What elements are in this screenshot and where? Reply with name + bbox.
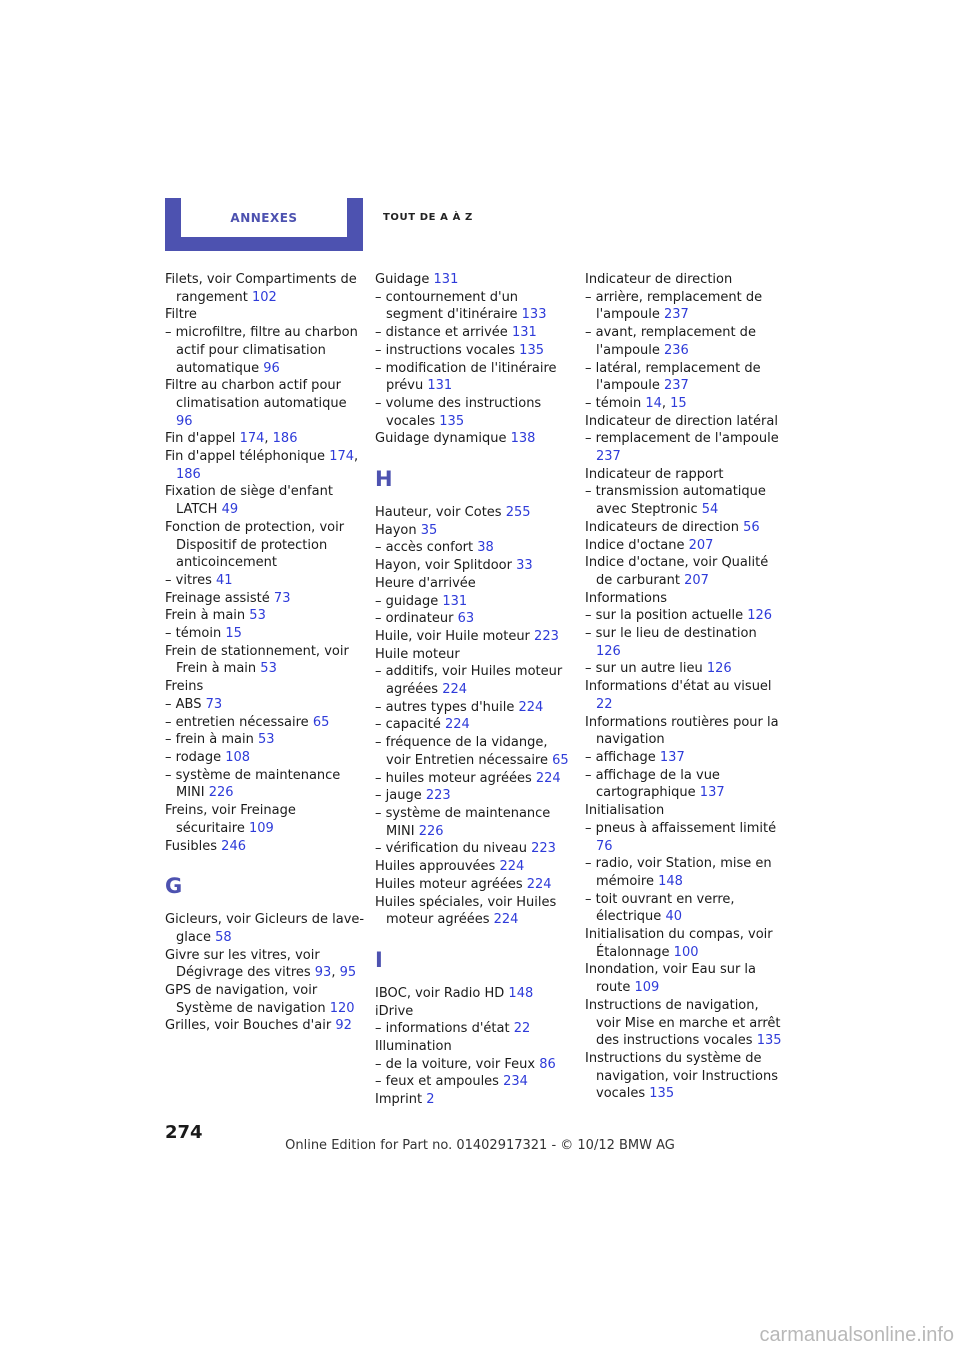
- index-entry-text: Filtre: [165, 307, 197, 323]
- index-entry: [375, 593, 575, 611]
- index-entry-text: – accès confort: [375, 540, 478, 556]
- index-entry-text: Fixation de siège d'enfant LATCH: [165, 484, 333, 518]
- index-entry: [585, 961, 785, 996]
- page-reference-link[interactable]: 76: [596, 838, 613, 854]
- index-entry-text: Initialisation du compas, voir Étalonnage: [585, 927, 773, 960]
- page-reference-link[interactable]: 49: [221, 502, 239, 518]
- index-entry-text: Frein de stationnement, voir Frein à main: [165, 643, 349, 677]
- index-entry-text: – feux et ampoules: [375, 1074, 504, 1090]
- index-entry-text: Huiles moteur agréées: [375, 876, 527, 892]
- index-entry-text: Filtre au charbon actif pour climatisation automatique: [165, 378, 347, 411]
- index-entry: [375, 504, 575, 522]
- index-entry-text: Indicateur de direction latéral: [585, 413, 778, 429]
- index-entry-text: – sur la position actuelle: [585, 608, 748, 624]
- page-reference-link[interactable]: 135: [756, 1033, 782, 1049]
- index-entry-text: Guidage dynamique: [375, 431, 511, 447]
- page-number: 274: [165, 1122, 203, 1143]
- index-entry: [375, 716, 575, 734]
- index-entry-text: Hayon, voir Splitdoor: [375, 558, 517, 574]
- index-entry: [165, 838, 365, 856]
- page-reference-link[interactable]: 135: [439, 413, 465, 429]
- index-entry-text: – pneus à affaissement limité: [585, 820, 777, 836]
- index-entry: [585, 360, 785, 395]
- index-entry-text: Guidage: [375, 272, 434, 287]
- page-reference-link[interactable]: 35: [420, 522, 438, 538]
- index-entry-text: Informations: [585, 590, 668, 606]
- index-entry: [375, 1003, 575, 1021]
- page-reference-link[interactable]: 93: [314, 965, 332, 981]
- index-entry: [375, 324, 575, 342]
- index-entry-text: Huiles spéciales, voir Huiles moteur agréées: [375, 894, 557, 928]
- index-entry-text: – frein à main: [165, 732, 258, 748]
- index-entry: [375, 1073, 575, 1091]
- page-reference-link[interactable]: 135: [649, 1086, 675, 1102]
- page-reference-link[interactable]: 53: [260, 661, 277, 677]
- page-reference-link[interactable]: 224: [535, 770, 561, 786]
- index-entry-text: – microfiltre, filtre au charbon actif pour climatisation automatique: [165, 325, 358, 376]
- index-entry-text: Freinage assisté: [165, 590, 274, 606]
- index-entry-text: Indicateurs de direction: [585, 519, 744, 535]
- index-entry: [585, 891, 785, 926]
- index-entry: [375, 360, 575, 395]
- index-entry: [375, 985, 575, 1003]
- page-reference-link[interactable]: 22: [513, 1021, 531, 1037]
- footer-edition: Online Edition for Part no. 01402917321 - © 10/12 BMW AG: [285, 1138, 675, 1153]
- page-reference-link[interactable]: 15: [225, 626, 242, 642]
- page-reference-link[interactable]: 109: [248, 820, 274, 836]
- page-reference-link[interactable]: 186: [272, 431, 298, 447]
- index-entry: Givre sur les vitres, voir Dégivrage des vitres 93, 95: [165, 947, 357, 981]
- index-entry: [585, 483, 785, 518]
- index-entry-text: Illumination: [375, 1039, 452, 1055]
- index-entry-text: Indicateur de rapport: [585, 466, 724, 482]
- page-reference-link[interactable]: 186: [176, 466, 201, 482]
- index-entry-text: Freins, voir Freinage sécuritaire: [165, 803, 296, 836]
- page-reference-link[interactable]: 100: [673, 944, 699, 960]
- index-entry: [165, 802, 365, 837]
- chapter-tab-label: ANNEXES: [230, 210, 298, 225]
- index-entry: [375, 342, 575, 360]
- index-entry: [375, 876, 575, 894]
- index-entry-text: – toit ouvrant en verre, électrique: [585, 891, 735, 925]
- page-reference-link[interactable]: 131: [442, 593, 468, 609]
- index-entry-text: – distance et arrivée: [375, 325, 512, 341]
- page-reference-link[interactable]: 224: [444, 717, 470, 733]
- index-entry: [375, 430, 575, 448]
- index-entry: [375, 1038, 575, 1056]
- index-entry: [585, 289, 785, 324]
- index-entry-text: Frein à main: [165, 608, 250, 624]
- index-entry: [585, 749, 785, 767]
- index-entry: [375, 1056, 575, 1074]
- index-entry: [585, 678, 785, 713]
- index-entry-text: Givre sur les vitres, voir Dégivrage des vitres: [165, 947, 320, 981]
- watermark: carmanualsonline.info: [759, 1324, 954, 1346]
- index-entry-text: Indicateur de direction: [585, 272, 733, 287]
- page-reference-link[interactable]: 38: [477, 540, 494, 556]
- index-entry: [165, 271, 365, 306]
- page-reference-link[interactable]: 137: [699, 785, 725, 801]
- index-entry-text: – vérification du niveau: [375, 841, 532, 857]
- page-reference-link[interactable]: 148: [508, 985, 534, 1001]
- index-entry-text: Huile, voir Huile moteur: [375, 628, 535, 644]
- index-entry-text: Instructions de navigation, voir Mise en marche et arrêt des instructions vocales: [585, 997, 781, 1049]
- index-entry: [375, 610, 575, 628]
- index-entry: [165, 982, 365, 1017]
- page-reference-link[interactable]: 226: [208, 785, 234, 801]
- page-reference-link[interactable]: 53: [257, 732, 275, 748]
- index-entry-text: – instructions vocales: [375, 342, 520, 358]
- index-entry-text: IBOC, voir Radio HD: [375, 985, 509, 1001]
- index-entry: [165, 625, 365, 643]
- index-column-2: [375, 271, 575, 1109]
- index-entry-text: Heure d'arrivée: [375, 575, 476, 591]
- page-reference-link[interactable]: 58: [215, 929, 232, 945]
- index-column-1: [165, 271, 365, 1035]
- index-entry-text: – vitres: [165, 572, 216, 588]
- index-entry: [165, 519, 365, 572]
- page-reference-link[interactable]: 120: [329, 1000, 355, 1016]
- index-entry-text: – entretien nécessaire: [165, 714, 313, 730]
- page-reference-link[interactable]: 174: [329, 449, 355, 465]
- index-entry: [165, 643, 365, 678]
- page-reference-link[interactable]: 41: [216, 572, 233, 588]
- index-entry: – témoin 14, 15: [585, 395, 687, 411]
- index-entry: [375, 894, 575, 929]
- index-entry: [585, 430, 785, 465]
- index-entry-text: – capacité: [375, 717, 445, 733]
- chapter-tab: [165, 198, 363, 251]
- index-entry-text: Informations d'état au visuel: [585, 679, 772, 695]
- index-entry-text: – témoin: [585, 395, 646, 411]
- page-reference-link[interactable]: 224: [442, 682, 468, 698]
- page-reference-link[interactable]: 33: [516, 558, 533, 574]
- index-entry: [375, 663, 575, 698]
- index-entry-text: – rodage: [165, 749, 226, 765]
- page-reference-link[interactable]: 95: [339, 965, 357, 981]
- page-reference-link[interactable]: 65: [552, 752, 569, 768]
- index-entry: [585, 660, 785, 678]
- index-entry: [585, 926, 785, 961]
- page-reference-link[interactable]: 22: [596, 696, 613, 712]
- page-reference-link[interactable]: 137: [659, 749, 685, 765]
- index-entry-text: – témoin: [165, 626, 226, 642]
- index-entry: Fin d'appel téléphonique 174, 186: [165, 449, 359, 482]
- index-entry-text: Fusibles: [165, 838, 222, 854]
- section-letter: H: [375, 467, 393, 492]
- index-entry: [375, 575, 575, 593]
- index-entry: [375, 646, 575, 664]
- page-reference-link[interactable]: 126: [596, 643, 621, 659]
- index-entry: [585, 625, 785, 660]
- index-entry: [375, 699, 575, 717]
- index-entry-text: – fréquence de la vidange, voir Entretien nécessaire: [375, 735, 553, 768]
- index-entry: [165, 324, 365, 377]
- index-entry: [165, 767, 365, 802]
- index-entry-text: Hayon: [375, 522, 421, 538]
- page-reference-link[interactable]: 223: [425, 788, 451, 804]
- index-entry-text: – autres types d'huile: [375, 699, 519, 715]
- index-entry-text: – affichage: [585, 749, 660, 765]
- page-reference-link[interactable]: 224: [518, 699, 544, 715]
- index-entry-text: – système de maintenance MINI: [375, 805, 551, 839]
- index-entry-text: – affichage de la vue cartographique: [585, 767, 720, 801]
- index-entry-text: – radio, voir Station, mise en mémoire: [585, 856, 772, 889]
- index-entry-text: – système de maintenance MINI: [165, 767, 341, 801]
- index-entry-text: – ordinateur: [375, 611, 458, 627]
- index-entry: [585, 820, 785, 855]
- index-entry: [375, 805, 575, 840]
- index-entry-text: Freins: [165, 679, 204, 695]
- index-entry: [375, 1020, 575, 1038]
- page-reference-link[interactable]: 234: [503, 1074, 528, 1090]
- page-reference-link[interactable]: 73: [273, 590, 291, 606]
- index-entry-text: – jauge: [375, 788, 426, 804]
- section-letter: G: [165, 874, 183, 899]
- page-reference-link[interactable]: 96: [263, 360, 280, 376]
- index-entry: [585, 519, 785, 537]
- index-entry: [585, 554, 785, 589]
- index-entry: [585, 324, 785, 359]
- index-entry-text: Informations routières pour la navigation: [585, 714, 779, 748]
- index-entry-text: Gicleurs, voir Gicleurs de lave-glace: [165, 912, 365, 945]
- page-reference-link[interactable]: 53: [249, 608, 266, 624]
- index-entry: [375, 628, 575, 646]
- index-entry-text: Grilles, voir Bouches d'air: [165, 1018, 336, 1034]
- index-entry-text: iDrive: [375, 1003, 414, 1019]
- page-reference-link[interactable]: 131: [433, 272, 459, 287]
- page-reference-link[interactable]: 131: [427, 378, 453, 394]
- index-entry: [375, 858, 575, 876]
- page-reference-link[interactable]: 237: [664, 307, 689, 323]
- index-entry-text: Filets, voir Compartiments de rangement: [165, 272, 357, 305]
- index-entry-text: Imprint: [375, 1092, 427, 1108]
- section-letter: I: [375, 947, 383, 972]
- page-reference-link[interactable]: 65: [312, 714, 330, 730]
- index-entry-text: – ABS: [165, 696, 206, 712]
- index-entry-text: Fin d'appel: [165, 431, 240, 447]
- page-reference-link[interactable]: 109: [634, 980, 660, 996]
- index-entry-text: Instructions du système de navigation, voir Instructions vocales: [585, 1050, 778, 1102]
- index-entry: [375, 271, 575, 289]
- index-entry: [165, 572, 365, 590]
- index-entry: [375, 289, 575, 324]
- index-entry-text: Indice d'octane: [585, 537, 689, 553]
- index-entry: [375, 734, 575, 769]
- chapter-title: TOUT DE A À Z: [383, 212, 473, 223]
- page-reference-link[interactable]: 133: [521, 307, 547, 323]
- index-entry: [165, 714, 365, 732]
- index-entry: [165, 678, 365, 696]
- index-entry: [165, 911, 365, 946]
- page-reference-link[interactable]: 2: [426, 1092, 435, 1108]
- page-reference-link[interactable]: 237: [596, 449, 621, 465]
- index-entry: [375, 522, 575, 540]
- index-entry-text: – sur le lieu de destination: [585, 626, 757, 642]
- index-entry-text: – additifs, voir Huiles moteur agréées: [375, 664, 563, 698]
- index-entry-text: – arrière, remplacement de l'ampoule: [585, 289, 763, 323]
- index-entry: [375, 770, 575, 788]
- index-entry-text: Huile moteur: [375, 646, 460, 662]
- index-entry: [585, 271, 785, 289]
- index-entry: [585, 855, 785, 890]
- index-entry: [585, 997, 785, 1050]
- page-reference-link[interactable]: 126: [747, 608, 773, 624]
- index-entry: [585, 537, 785, 555]
- index-entry-text: – sur un autre lieu: [585, 661, 707, 677]
- index-entry: [375, 1091, 575, 1109]
- page-reference-link[interactable]: 246: [221, 838, 246, 854]
- index-entry: [375, 395, 575, 430]
- index-entry-text: – de la voiture, voir Feux: [375, 1056, 540, 1072]
- index-entry-text: Fonction de protection, voir Dispositif de protection anticoincement: [165, 519, 345, 571]
- index-entry-text: – guidage: [375, 593, 443, 609]
- page-reference-link[interactable]: 237: [664, 378, 689, 394]
- index-entry: [165, 749, 365, 767]
- index-entry: [165, 731, 365, 749]
- page-reference-link[interactable]: 63: [457, 611, 475, 627]
- index-entry: Fin d'appel 174, 186: [165, 431, 298, 447]
- page-reference-link[interactable]: 126: [706, 661, 732, 677]
- index-entry-text: Hauteur, voir Cotes: [375, 505, 506, 521]
- index-entry-text: – transmission automatique avec Steptronic: [585, 484, 766, 518]
- page-reference-link[interactable]: 92: [335, 1018, 352, 1034]
- index-entry-text: – informations d'état: [375, 1021, 514, 1037]
- index-entry: [375, 557, 575, 575]
- page-reference-link[interactable]: 96: [176, 413, 193, 429]
- index-entry-text: Initialisation: [585, 803, 665, 819]
- page-reference-link[interactable]: 135: [519, 342, 544, 358]
- index-entry-text: Inondation, voir Eau sur la route: [585, 962, 757, 996]
- index-entry: [165, 483, 365, 518]
- page-reference-link[interactable]: 40: [665, 909, 682, 925]
- index-entry-text: – latéral, remplacement de l'ampoule: [585, 360, 761, 394]
- page-reference-link[interactable]: 102: [251, 289, 277, 305]
- index-entry-text: Huiles approuvées: [375, 859, 500, 875]
- index-entry: [165, 306, 365, 324]
- index-entry-text: Indice d'octane, voir Qualité de carburant: [585, 555, 769, 588]
- page-reference-link[interactable]: 138: [510, 431, 536, 447]
- index-entry: [585, 714, 785, 749]
- chapter-tab-inner: [181, 198, 347, 237]
- page-reference-link[interactable]: 14: [645, 395, 662, 411]
- page-reference-link[interactable]: 224: [499, 859, 525, 875]
- index-entry-text: – contournement d'un segment d'itinéraire: [375, 289, 522, 323]
- page-reference-link[interactable]: 255: [505, 505, 531, 521]
- index-entry: [585, 607, 785, 625]
- index-entry: [375, 787, 575, 805]
- page-reference-link[interactable]: 131: [511, 325, 537, 341]
- index-entry: [375, 840, 575, 858]
- index-entry: [165, 696, 365, 714]
- page-reference-link[interactable]: 207: [684, 572, 709, 588]
- index-entry: [585, 466, 785, 484]
- index-entry: [375, 539, 575, 557]
- page-reference-link[interactable]: 236: [664, 342, 689, 358]
- index-entry: [585, 802, 785, 820]
- index-entry: [165, 607, 365, 625]
- index-entry: [585, 413, 785, 431]
- page-reference-link[interactable]: 224: [493, 912, 519, 928]
- page-reference-link[interactable]: 223: [534, 628, 559, 644]
- page-reference-link[interactable]: 207: [688, 537, 714, 553]
- page-reference-link[interactable]: 56: [743, 519, 760, 535]
- index-entry: [585, 590, 785, 608]
- index-entry: [165, 1017, 365, 1035]
- index-entry-text: Fin d'appel téléphonique: [165, 449, 330, 465]
- index-entry: [585, 1050, 785, 1103]
- index-entry-text: – avant, remplacement de l'ampoule: [585, 325, 756, 358]
- page-reference-link[interactable]: 108: [225, 749, 251, 765]
- index-entry: [165, 590, 365, 608]
- index-column-3: [585, 271, 785, 1103]
- page-reference-link[interactable]: 15: [670, 395, 687, 411]
- index-entry-text: GPS de navigation, voir Système de navigation: [165, 983, 330, 1016]
- index-entry: [585, 767, 785, 802]
- page-reference-link[interactable]: 148: [658, 873, 683, 889]
- index-entry-text: – volume des instructions vocales: [375, 395, 542, 429]
- page-reference-link[interactable]: 226: [418, 823, 444, 839]
- page-reference-link[interactable]: 86: [539, 1056, 556, 1072]
- index-entry-text: – remplacement de l'ampoule: [585, 431, 779, 447]
- page-reference-link[interactable]: 223: [531, 841, 556, 857]
- index-entry: [165, 377, 365, 430]
- page-reference-link[interactable]: 73: [205, 696, 223, 712]
- index-entry-text: – modification de l'itinéraire prévu: [375, 360, 557, 394]
- page-reference-link[interactable]: 224: [526, 876, 552, 892]
- index-entry-text: – huiles moteur agréées: [375, 770, 536, 786]
- page-reference-link[interactable]: 174: [239, 431, 265, 447]
- page-reference-link[interactable]: 54: [701, 502, 719, 518]
